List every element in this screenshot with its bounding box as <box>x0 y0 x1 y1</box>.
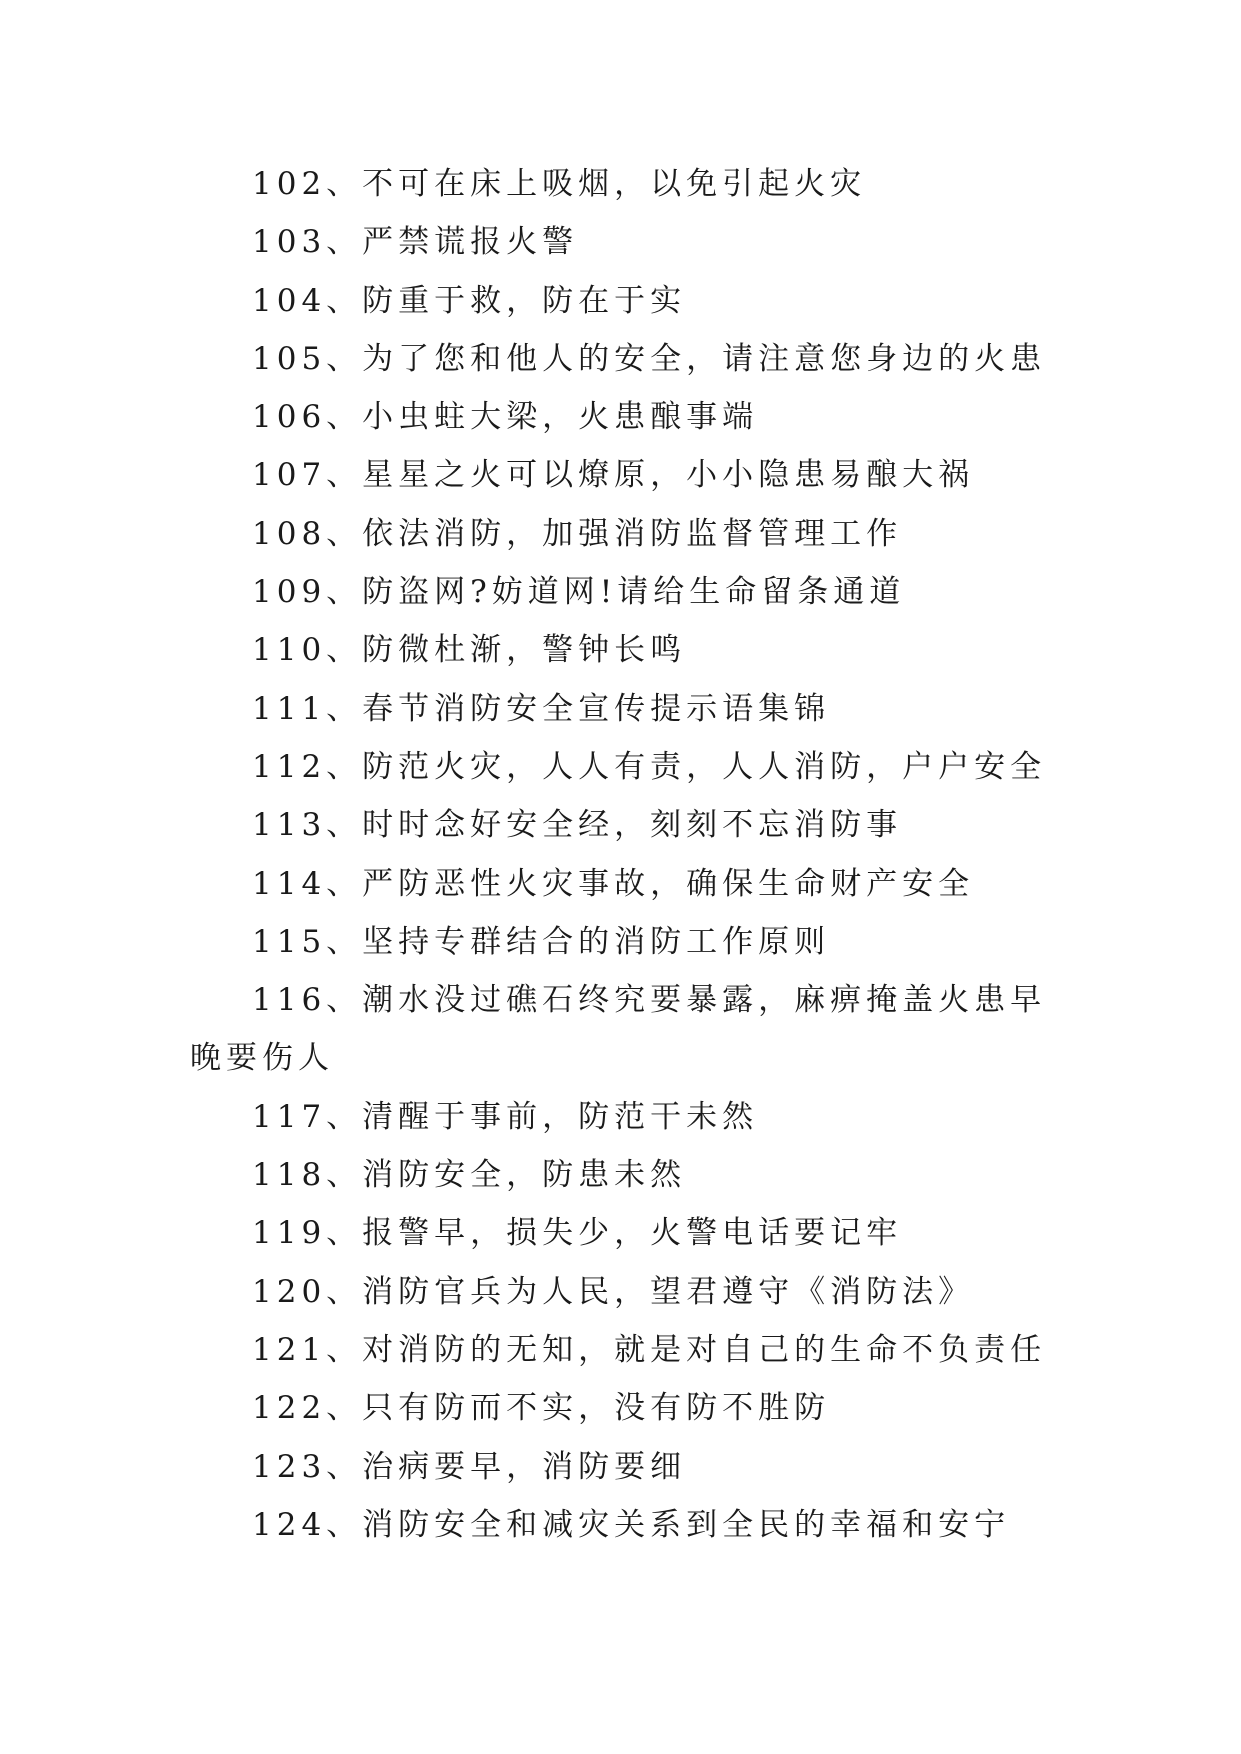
list-item: 111、春节消防安全宣传提示语集锦 <box>252 690 831 727</box>
list-item: 108、依法消防，加强消防监督管理工作 <box>252 515 903 552</box>
list-item: 105、为了您和他人的安全，请注意您身边的火患 <box>252 340 1047 377</box>
list-item: 116、潮水没过礁石终究要暴露，麻痹掩盖火患早晚要伤人 <box>190 982 1047 1077</box>
list-item: 102、不可在床上吸烟，以免引起火灾 <box>252 166 867 202</box>
list-item: 107、星星之火可以燎原，小小隐患易酿大祸 <box>252 457 975 494</box>
list-item: 103、严禁谎报火警 <box>252 224 579 261</box>
list-item: 114、严防恶性火灾事故，确保生命财产安全 <box>252 865 975 902</box>
list-item: 123、治病要早，消防要细 <box>252 1448 687 1485</box>
list-item: 122、只有防而不实，没有防不胜防 <box>252 1390 831 1427</box>
list-item: 110、防微杜渐，警钟长鸣 <box>252 632 687 669</box>
list-item: 109、防盗网?妨道网!请给生命留条通道 <box>252 574 906 611</box>
list-item: 119、报警早，损失少，火警电话要记牢 <box>252 1215 903 1252</box>
list-item: 117、清醒于事前，防范干未然 <box>252 1098 759 1135</box>
list-item: 124、消防安全和减灾关系到全民的幸福和安宁 <box>252 1506 1011 1543</box>
list-item: 115、坚持专群结合的消防工作原则 <box>252 923 831 960</box>
list-item: 118、消防安全，防患未然 <box>252 1157 687 1194</box>
list-item: 121、对消防的无知，就是对自己的生命不负责任 <box>252 1331 1047 1368</box>
list-item: 104、防重于救，防在于实 <box>252 282 687 319</box>
list-item: 113、时时念好安全经，刻刻不忘消防事 <box>252 807 903 844</box>
list-item: 120、消防官兵为人民，望君遵守《消防法》 <box>252 1273 975 1310</box>
slogan-list <box>190 155 1060 1554</box>
list-item: 106、小虫蛀大梁，火患酿事端 <box>252 399 759 436</box>
list-item: 112、防范火灾，人人有责，人人消防，户户安全 <box>252 748 1047 785</box>
